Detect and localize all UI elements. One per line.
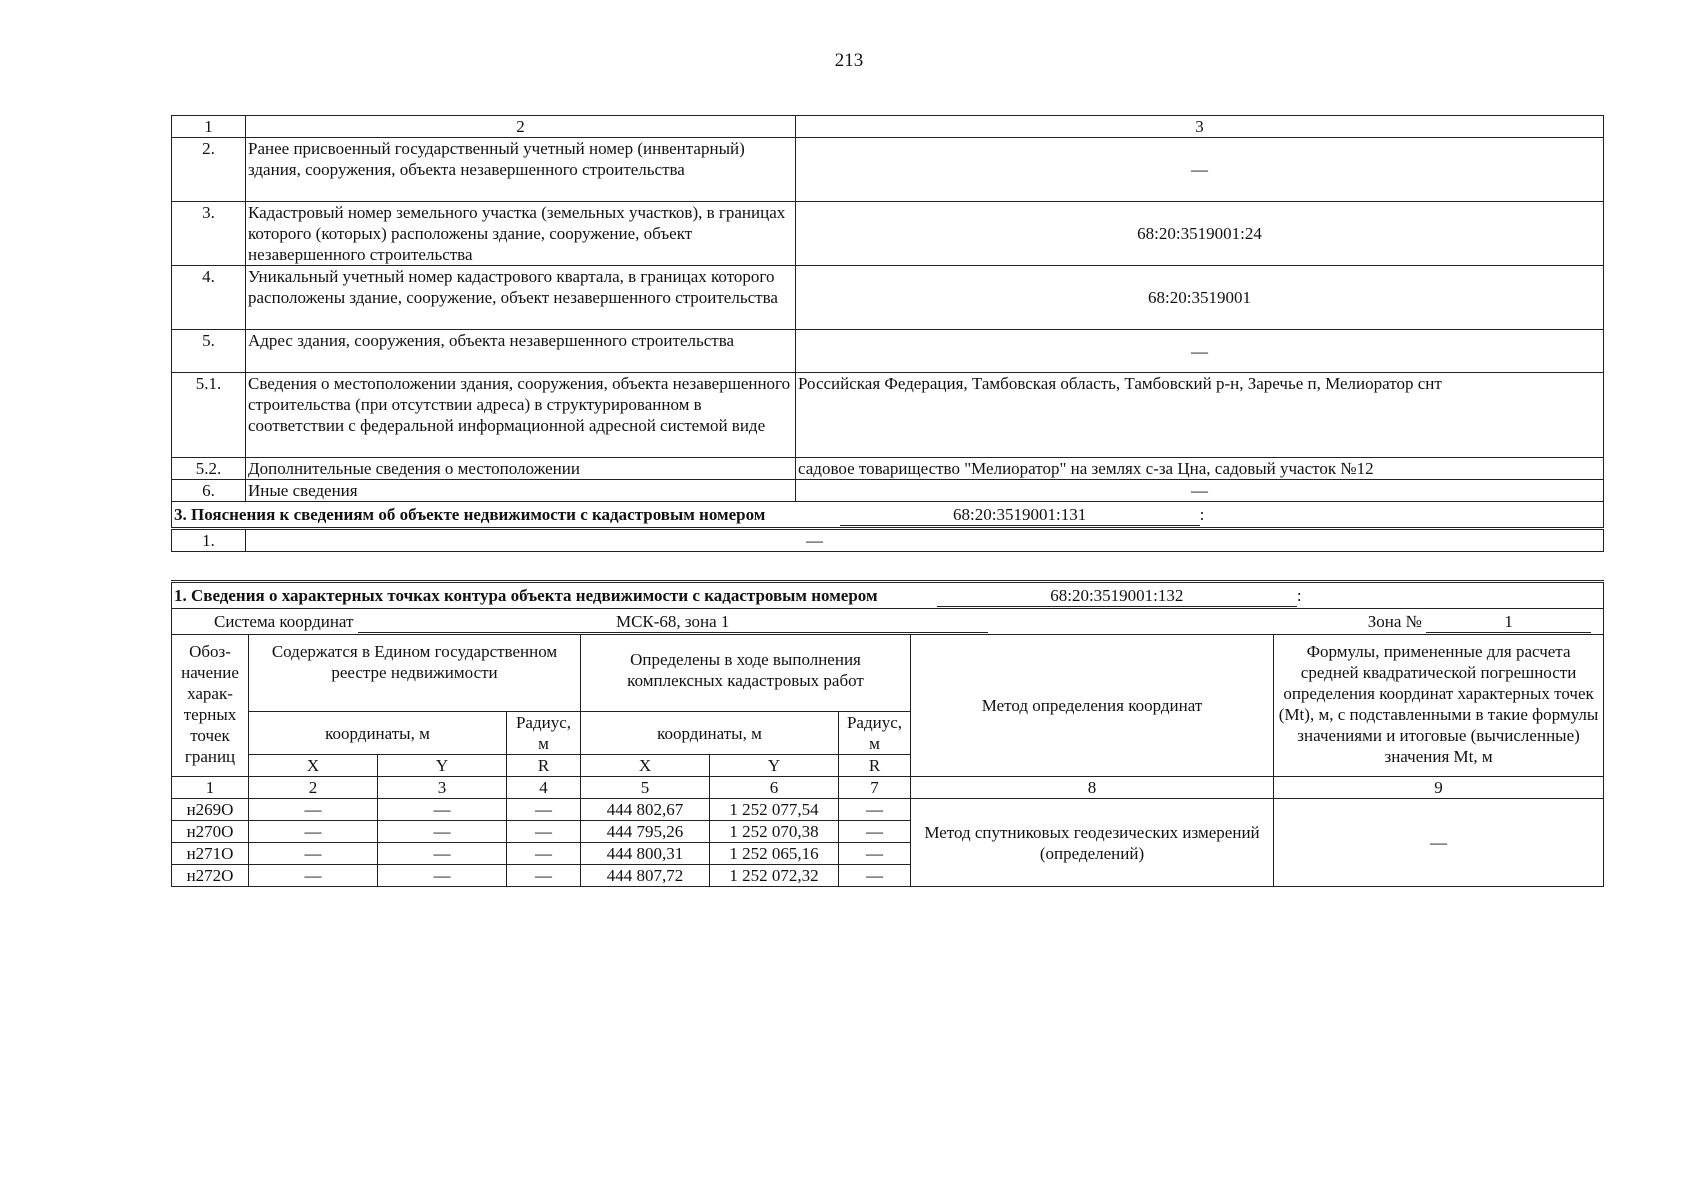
- header-y-egrn: Y: [378, 755, 507, 777]
- section3-cadnum: 68:20:3519001:131: [840, 504, 1200, 526]
- col-number-4: 4: [507, 777, 581, 799]
- kkr-x: 444 800,31: [581, 843, 710, 865]
- egrn-r: —: [507, 843, 581, 865]
- column-number-row: [172, 116, 1604, 138]
- col-number-6: 6: [710, 777, 839, 799]
- section1-cadnum: 68:20:3519001:132: [937, 585, 1297, 607]
- header-egrn: Содержатся в Едином государственном реестре недвижимости: [249, 635, 581, 712]
- kkr-r: —: [839, 821, 911, 843]
- row-number: 6.: [172, 480, 246, 502]
- kkr-y: 1 252 070,38: [710, 821, 839, 843]
- egrn-x: —: [249, 843, 378, 865]
- row-number: 5.2.: [172, 458, 246, 480]
- header-radius-egrn: Радиус, м: [507, 712, 581, 755]
- section3-title: 3. Пояснения к сведениям об объекте недвижимости с кадастровым номером: [174, 504, 766, 524]
- coord-system-row: [172, 609, 1604, 635]
- row-value: 68:20:3519001: [796, 266, 1604, 330]
- table-row: [172, 480, 1604, 502]
- header-formula: Формулы, примененные для расчета средней квадратической погрешности определения координат характерных точек (Mt), м, с подставленными в такие формулы значениями и итоговые (вычисленные) значения Mt, м: [1274, 635, 1604, 777]
- zone-value: 1: [1426, 611, 1591, 633]
- col-number-1: 1: [172, 116, 246, 138]
- table-row: [172, 458, 1604, 480]
- point-name: н271О: [172, 843, 249, 865]
- header-method: Метод определения координат: [911, 635, 1274, 777]
- row-value: —: [246, 529, 1604, 552]
- coordinates-table: [171, 580, 1604, 887]
- row-number: 5.: [172, 330, 246, 373]
- header-point: Обоз-начение харак-терных точек границ: [172, 635, 249, 777]
- egrn-y: —: [378, 799, 507, 821]
- section1-title: 1. Сведения о характерных точках контура объекта недвижимости с кадастровым номером: [174, 585, 878, 605]
- kkr-x: 444 802,67: [581, 799, 710, 821]
- col-number-2: 2: [246, 116, 796, 138]
- row-number: 4.: [172, 266, 246, 330]
- header-coords-kkr: координаты, м: [581, 712, 839, 755]
- table-row: [172, 202, 1604, 266]
- column-number-row: [172, 777, 1604, 799]
- kkr-x: 444 795,26: [581, 821, 710, 843]
- row-label: Уникальный учетный номер кадастрового квартала, в границах которого расположены здание, сооружение, объект незавершенного строительства: [246, 266, 796, 330]
- col-number-3: 3: [796, 116, 1604, 138]
- egrn-y: —: [378, 865, 507, 887]
- header-x-kkr: X: [581, 755, 710, 777]
- col-number-7: 7: [839, 777, 911, 799]
- section1-title-row: [172, 582, 1604, 609]
- coord-system-value: МСК-68, зона 1: [358, 611, 988, 633]
- point-name: н272О: [172, 865, 249, 887]
- table-row: [172, 330, 1604, 373]
- coord-system-label: Система координат: [214, 611, 354, 631]
- row-label: Ранее присвоенный государственный учетный номер (инвентарный) здания, сооружения, объекта незавершенного строительства: [246, 138, 796, 202]
- page-number: 213: [834, 50, 864, 71]
- section1-colon: :: [1296, 585, 1302, 605]
- col-number-8: 8: [911, 777, 1274, 799]
- row-value: —: [796, 480, 1604, 502]
- section3-header: [172, 502, 1604, 529]
- section3-colon: :: [1199, 504, 1205, 524]
- egrn-r: —: [507, 799, 581, 821]
- col-number-1: 1: [172, 777, 249, 799]
- col-number-5: 5: [581, 777, 710, 799]
- row-value: —: [796, 138, 1604, 202]
- point-name: н269О: [172, 799, 249, 821]
- header-y-kkr: Y: [710, 755, 839, 777]
- header-radius-kkr: Радиус, м: [839, 712, 911, 755]
- point-name: н270О: [172, 821, 249, 843]
- row-number: 1.: [172, 529, 246, 552]
- table-row: [172, 373, 1604, 458]
- row-label: Кадастровый номер земельного участка (земельных участков), в границах которого (которых) расположены здание, сооружение, объект незавершенного строительства: [246, 202, 796, 266]
- row-number: 3.: [172, 202, 246, 266]
- header-x-egrn: X: [249, 755, 378, 777]
- col-number-2: 2: [249, 777, 378, 799]
- header-coords-egrn: координаты, м: [249, 712, 507, 755]
- kkr-r: —: [839, 799, 911, 821]
- egrn-r: —: [507, 865, 581, 887]
- egrn-x: —: [249, 821, 378, 843]
- kkr-y: 1 252 077,54: [710, 799, 839, 821]
- row-value: 68:20:3519001:24: [796, 202, 1604, 266]
- header-kkr: Определены в ходе выполнения комплексных кадастровых работ: [581, 635, 911, 712]
- section1-title-cell: [172, 582, 1604, 609]
- egrn-y: —: [378, 843, 507, 865]
- row-number: 5.1.: [172, 373, 246, 458]
- kkr-x: 444 807,72: [581, 865, 710, 887]
- section3-header-row: [172, 502, 1604, 529]
- row-label: Дополнительные сведения о местоположении: [246, 458, 796, 480]
- kkr-r: —: [839, 865, 911, 887]
- table-row: [172, 266, 1604, 330]
- col-number-3: 3: [378, 777, 507, 799]
- egrn-r: —: [507, 821, 581, 843]
- coord-system-cell: [172, 609, 1604, 635]
- header-row-1: [172, 635, 1604, 712]
- kkr-y: 1 252 072,32: [710, 865, 839, 887]
- table-row: [172, 799, 1604, 821]
- method-value: Метод спутниковых геодезических измерений (определений): [911, 799, 1274, 887]
- header-r-kkr: R: [839, 755, 911, 777]
- row-value: Российская Федерация, Тамбовская область, Тамбовский р-н, Заречье п, Мелиоратор снт: [796, 373, 1604, 458]
- row-number: 2.: [172, 138, 246, 202]
- table-row: [172, 138, 1604, 202]
- egrn-y: —: [378, 821, 507, 843]
- object-info-table: [171, 115, 1604, 552]
- header-r-egrn: R: [507, 755, 581, 777]
- egrn-x: —: [249, 865, 378, 887]
- kkr-r: —: [839, 843, 911, 865]
- col-number-9: 9: [1274, 777, 1604, 799]
- row-label: Адрес здания, сооружения, объекта незавершенного строительства: [246, 330, 796, 373]
- row-label: Иные сведения: [246, 480, 796, 502]
- kkr-y: 1 252 065,16: [710, 843, 839, 865]
- row-value: —: [796, 330, 1604, 373]
- row-value: садовое товарищество "Мелиоратор" на землях с-за Цна, садовый участок №12: [796, 458, 1604, 480]
- formula-value: —: [1274, 799, 1604, 887]
- row-label: Сведения о местоположении здания, сооружения, объекта незавершенного строительства (при отсутствии адреса) в структурированном в соответствии с федеральной информационной адресной системой виде: [246, 373, 796, 458]
- zone-label: Зона №: [1367, 612, 1422, 631]
- egrn-x: —: [249, 799, 378, 821]
- table-row: [172, 529, 1604, 552]
